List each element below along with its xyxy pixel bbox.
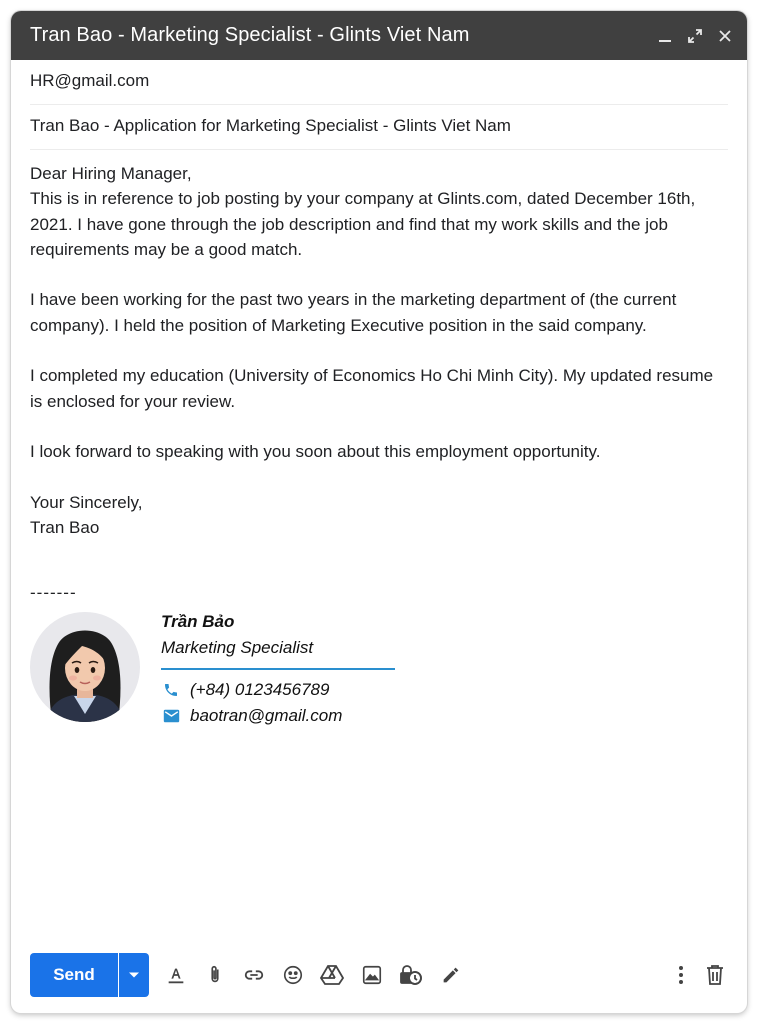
- send-options-button[interactable]: [119, 953, 149, 997]
- compose-title: Tran Bao - Marketing Specialist - Glints Viet Nam: [30, 24, 470, 46]
- signature-role: Marketing Specialist: [161, 638, 314, 657]
- closing: Your Sincerely,: [30, 492, 143, 512]
- minimize-icon[interactable]: [657, 28, 673, 44]
- signature-icon[interactable]: [438, 962, 464, 988]
- caret-down-icon: [128, 971, 140, 979]
- more-options-icon[interactable]: [668, 962, 694, 988]
- body-paragraph-1: This is in reference to job posting by your company at Glints.com, dated December 16th, 2021. I have gone through the job description and find that my work skills and the job requirements may be a good match.: [30, 189, 696, 259]
- text-format-icon[interactable]: [163, 962, 189, 988]
- signature-name: Trần Bảo: [161, 612, 235, 631]
- compose-toolbar: [11, 946, 747, 1006]
- avatar: [30, 612, 140, 722]
- emoji-icon[interactable]: [280, 962, 306, 988]
- sender-name: Tran Bao: [30, 518, 100, 538]
- body-paragraph-2: I have been working for the past two years in the marketing department of (the current company). I held the position of Marketing Executive position in the said company.: [30, 290, 677, 335]
- mail-icon: [161, 706, 181, 726]
- signature-email: [161, 706, 342, 726]
- expand-icon[interactable]: [687, 28, 703, 44]
- close-icon[interactable]: [717, 28, 733, 44]
- signature-phone: [161, 680, 329, 700]
- image-icon[interactable]: [359, 962, 385, 988]
- drive-icon[interactable]: [319, 962, 345, 988]
- compose-titlebar[interactable]: [11, 11, 747, 60]
- link-icon[interactable]: [241, 962, 267, 988]
- phone-icon: [161, 680, 181, 700]
- send-button[interactable]: Send: [30, 953, 118, 997]
- trash-icon[interactable]: [702, 962, 728, 988]
- body-paragraph-4: I look forward to speaking with you soon about this employment opportunity.: [30, 442, 601, 462]
- window-controls: [657, 11, 733, 60]
- body-paragraph-3: I completed my education (University of Economics Ho Chi Minh City). My updated resume is enclosed for your review.: [30, 366, 714, 411]
- subject-field[interactable]: Tran Bao - Application for Marketing Specialist - Glints Viet Nam: [30, 116, 728, 150]
- message-body[interactable]: [30, 161, 730, 540]
- attach-icon[interactable]: [202, 962, 228, 988]
- signature-phone-text: (+84) 0123456789: [190, 680, 330, 699]
- signature-email-text[interactable]: baotran@gmail.com: [190, 706, 343, 725]
- to-field[interactable]: HR@gmail.com: [30, 71, 728, 105]
- greeting: Dear Hiring Manager,: [30, 164, 192, 183]
- signature-underline: [161, 668, 395, 670]
- compose-window: [11, 11, 747, 1013]
- signature-divider: -------: [30, 583, 77, 602]
- confidential-icon[interactable]: [398, 962, 424, 988]
